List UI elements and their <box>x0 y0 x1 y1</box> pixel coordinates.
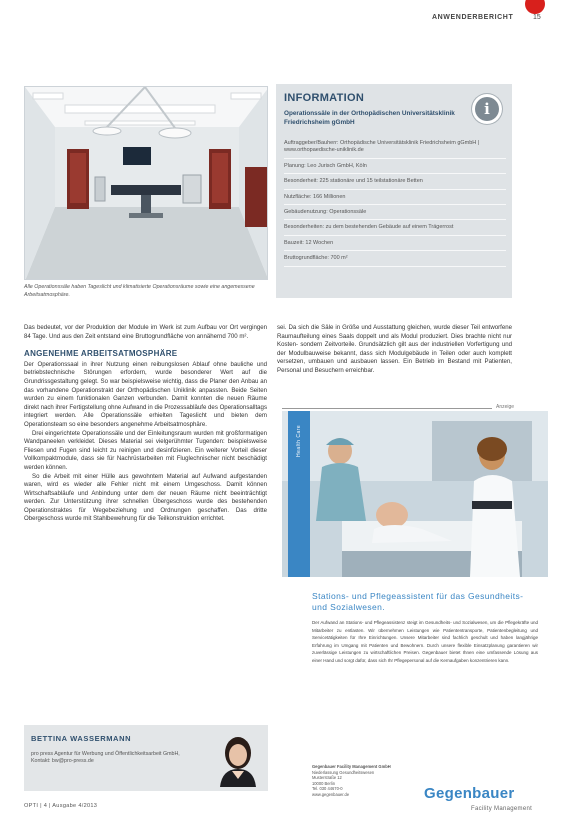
article-paragraph: Das bedeutet, vor der Produktion der Module im Werk ist zum Aufbau vor Ort vergingen 84 Tage. Und aus den Zeit entstand eine Bruttogrundfläche von annähernd 700 m². <box>24 324 267 340</box>
info-row: Auftraggeber/Bauherr: Orthopädische Universitätsklinik Friedrichsheim gGmbH | www.orthopaedische-uniklinik.de <box>284 136 506 159</box>
page-header <box>0 6 566 26</box>
ad-brand-logo: Gegenbauer <box>424 785 515 802</box>
ad-company-line: Gegenbauer Facility Management GmbH <box>312 764 391 769</box>
ad-body: Der Aufwand an Stations- und Pflegeassistenz steigt im Gesundheits- und Sozialwesen, um die Pflegekräfte und Mitarbeiter zu entlasten. Wir übernehmen Leistungen wie Patiententransporte, Patientenbegleitung und Servicetätigkeiten für Ihre Einrichtungen. Unsere Mitarbeiter sind fachlich geschult und haben langjährige Erfahrung im Umgang mit Patienten und Bewohnern. Durch unsere flexible Einsatzplanung garantieren wir zuverlässige Leistungen zu wirtschaftlichen Preisen. Gegenbauer bietet Ihnen eine umfassende Lösung aus einer Hand und sorgt dafür, dass sich Ihr Pflegepersonal auf die Kernaufgaben konzentrieren kann. <box>312 620 538 663</box>
ad-photo <box>282 411 548 577</box>
ad-company-line: www.gegenbauer.de <box>312 791 350 797</box>
info-row: Besonderheiten: zu dem bestehenden Gebäude auf einem Trägerrost <box>284 220 506 235</box>
info-row: Bruttogrundfläche: 700 m² <box>284 251 506 266</box>
article-paragraph: Der Operationssaal in ihrer Nutzung einen reibungslosen Ablauf ohne bauliche und betriebstechnische Störungen erfordern, wurde besonderer Wert auf die Grundrissgestaltung gelegt. So war beispielsweise wichtig, dass die Planer den Anbau an das vorhandene Operationstrakt der Orthopädischen Uniklinik anpassten. Beide Seiten wurden zu einem funktionalen Ganzen verbunden. Damit konnten die neuen Räume direkt nach ihrer Fertigstellung ohne Aufwand in die Prozessabläufe des Operationsalltags integriert werden. Alle Operationssäle erhielten Tageslicht und bieten dem Operationsteam so eine besonders angenehme Arbeitsatmosphäre. <box>24 360 267 428</box>
ad-company-info <box>312 764 422 798</box>
advertisement <box>282 411 548 815</box>
info-row: Planung: Leo Jurisch GmbH, Köln <box>284 159 506 174</box>
page-footer: OPTI | 4 | Ausgabe 4/2013 <box>24 803 98 809</box>
ad-label: Anzeige <box>496 404 515 410</box>
article-column-2 <box>277 324 512 376</box>
info-row: Gebäudenutzung: Operationssäle <box>284 205 506 220</box>
information-box <box>276 84 512 298</box>
ad-company-line: Musterstraße 12 <box>312 775 342 781</box>
ad-vertical-label: Health Care <box>296 424 302 458</box>
ad-headline: Stations- und Pflegeassistent für das Gesundheits- und Sozialwesen. <box>312 591 524 612</box>
article-paragraph: So die Arbeit mit einer Hülle aus gewohntem Material auf Aufwand aufgestanden waren, wird es wieder alle Fehler nicht mit einem Umgeschoss. Damit können Wirtschaftsabläufe und Anbindung unter dem der neuen Räume nicht beeinträchtigt werden. Zur Unterstützung ihrer schnellen Übergeschoss wurde des bestehenden Operationstraktes für Wegebeziehung und Ordnungen geschaffen. Das dritte Obergeschoss wurde mit Stahlbewehrung für die Teilkonstruktion errichtet. <box>24 472 267 523</box>
info-title: INFORMATION <box>284 92 365 104</box>
info-icon: i <box>472 94 502 124</box>
info-subtitle: Operationssäle in der Orthopädischen Universitätsklinik Friedrichsheim gGmbH <box>284 110 455 126</box>
author-name: BETTINA WASSERMANN <box>31 734 132 743</box>
ad-company-line: 10000 Berlin <box>312 780 335 786</box>
info-row: Bauzeit: 12 Wochen <box>284 236 506 251</box>
red-corner-mark <box>525 0 545 14</box>
info-row: Nutzfläche: 166 Millionen <box>284 190 506 205</box>
article-paragraph: sei. Da sich die Säle in Größe und Ausstattung gleichen, wurde dieser Teil entworfene Raumaufteilung eines Saals doppelt und als Modul produziert. Dies brachte nicht nur Kosten- sondern Zeitvorteile. Grundsätzlich gilt aus der industriellen Vorfertigung und der Modulbauweise bekannt, dass sich Modulgebäude in Teilen oder auch komplett versetzen, umbauen und ausbauen lassen. Ein Betrieb im Bestand mit Patienten, Personal und Besuchern erreichbar. <box>277 324 512 374</box>
article-subheading: ANGENEHME ARBEITSATMOSPHÄRE <box>24 349 178 359</box>
page-number: 15 <box>533 14 541 21</box>
author-role: pro press Agentur für Werbung und Öffentlichkeitsarbeit GmbH, Kontakt: bw@pro-press.de <box>31 751 180 764</box>
author-box <box>24 725 268 791</box>
ad-divider <box>282 408 492 409</box>
author-portrait <box>214 731 262 787</box>
article-paragraph: Drei eingerichtete Operationssäle und der Einleitungsraum wurden mit großformatigen Wandpaneelen verkleidet. Dieses Material sei vielgerühmter Tugenden: beispielsweise Fliesen und Fugen sind leicht zu reinigen und desinfizieren. Ein weiterer Vorteil dieser Vollkompaktmodule, dass sie für Nachrüstarbeiten mit Fluglechnischer nicht beschädigt werden können. <box>24 429 267 471</box>
article-column-1 <box>24 324 267 524</box>
photo-caption: Alle Operationssäle haben Tageslicht und klimatisierte Operationsräume sowie eine angemessene Arbeitsatmosphäre. <box>24 284 255 298</box>
info-rows <box>284 136 506 267</box>
operating-room-photo <box>24 86 268 280</box>
ad-company-line: Tel. 030 44670-0 <box>312 786 343 792</box>
section-title: ANWENDERBERICHT <box>432 14 514 21</box>
ad-company-line: Niederlassung Gesundheitswesen <box>312 769 375 775</box>
ad-brand-subtitle: Facility Management <box>471 806 533 812</box>
info-row: Besonderheit: 225 stationäre und 15 teilstationäre Betten <box>284 174 506 189</box>
